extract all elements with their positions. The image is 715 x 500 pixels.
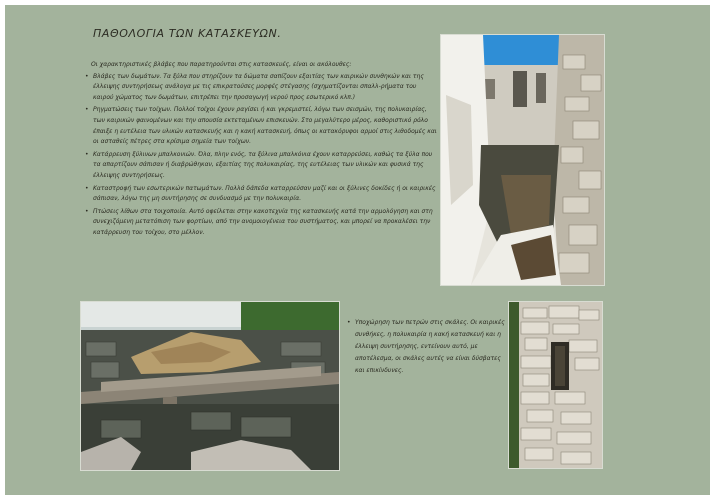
list-item: [85, 184, 437, 205]
collapsed-balcony-photo: [80, 301, 340, 471]
bullet-icon: •: [85, 207, 89, 215]
pathology-text: [85, 60, 437, 241]
list-item: [85, 105, 437, 147]
alley-ruins-photo: [440, 34, 605, 286]
list-item: [85, 150, 437, 182]
intro-paragraph: Οι χαρακτηριστικές βλάβες που παρατηρούνται στις κατασκευές, είναι οι ακόλουθες:: [91, 61, 352, 68]
list-item: [85, 207, 437, 239]
bullet-icon: •: [85, 106, 89, 114]
presentation-board: [5, 5, 710, 495]
caption-text: Υποχώρηση των πετρών στις σκάλες. Οι καιρικές συνθήκες, η πολυκαιρία η κακή κατασκευή και η έλλειψη συντήρησης, εντείνουν αυτό, με αποτέλεσμα, οι σκάλες αυτές να είναι δύσβατες και επικίνδυνες.: [355, 319, 505, 374]
list-item: [85, 72, 437, 104]
bullet-icon: •: [85, 184, 89, 192]
page-title: ΠΑΘΟΛΟΓΙΑ ΤΩΝ ΚΑΤΑΣΚΕΥΩΝ.: [93, 27, 282, 40]
bullet-icon: •: [347, 319, 351, 326]
stairs-caption: [347, 317, 505, 377]
damage-list: [85, 72, 437, 239]
list-item-text: Ρηγματώσεις των τοίχων. Πολλοί τοίχοι έχουν ραγίσει ή και γκρεμιστεί, λόγω των σεισμών, της πολυκαιρίας, των καιρικών φαινομένων και την απουσία εκτεταμένων επισκευών. Στο μεγαλύτερο μέρος, καθοριστικό ρόλο έπαιξε η ευτέλεια των υλικών κατασκευής και η κακή κατασκευή, όπως οι κατακόρυφοι αρμοί στις λιθοδομές και οι ασταθείς πέτρες στα κρίσιμα σημεία των τοίχων.: [93, 106, 437, 146]
list-item-text: Κατάρρευση ξύλινων μπαλκονιών. Όλα, πλην ενός, τα ξύλινα μπαλκόνια έχουν καταρρεύσει, καθώς τα ξύλα που τα απαρτίζουν σάπισαν ή διαβρώθηκαν, εξαιτίας της πολυκαιρίας, της ευτέλειας των υλικών και φυσικά της έλλειψης συντηρήσεως.: [93, 150, 433, 179]
bullet-icon: •: [85, 72, 89, 80]
stone-wall-photo: [508, 301, 603, 469]
list-item-text: Βλάβες των δωμάτων. Τα ξύλα που στηρίζουν τα δώματα σαπίζουν εξαιτίας των καιρικών συνθηκών και της έλλειψης συντηρήσεως ανάλογα με τις επικρατούσες μορφές στέγασης (σχηματίζονται σπαλλ-ρήματα του καιρού χώματος των δωμάτων, επιτρέπει την προσαγωγή νερού προς εσωτερικό κλπ.): [93, 72, 424, 101]
list-item-text: Πτώσεις λίθων στα τοιχοποιία. Αυτό οφείλεται στην κακοτεχνία της κατασκευής κατά την αρμολόγηση και στη συνεχιζόμενη μετατόπιση των φορτίων, από την ανομοιογένεια του συστήματος, και μπορεί να προκαλέσει την κατάρρευση του τοίχου, στο μέλλον.: [93, 207, 433, 236]
list-item-text: Καταστροφή των εσωτερικών πατωμάτων. Πολλά δάπεδα καταρρεύσαν μαζί και οι ξύλινες δοκίδες ή οι καιρικές σάπισαν, λόγω της μη συντήρησης σε συνδυασμό με την πολυκαιρία.: [93, 184, 436, 203]
bullet-icon: •: [85, 150, 89, 158]
